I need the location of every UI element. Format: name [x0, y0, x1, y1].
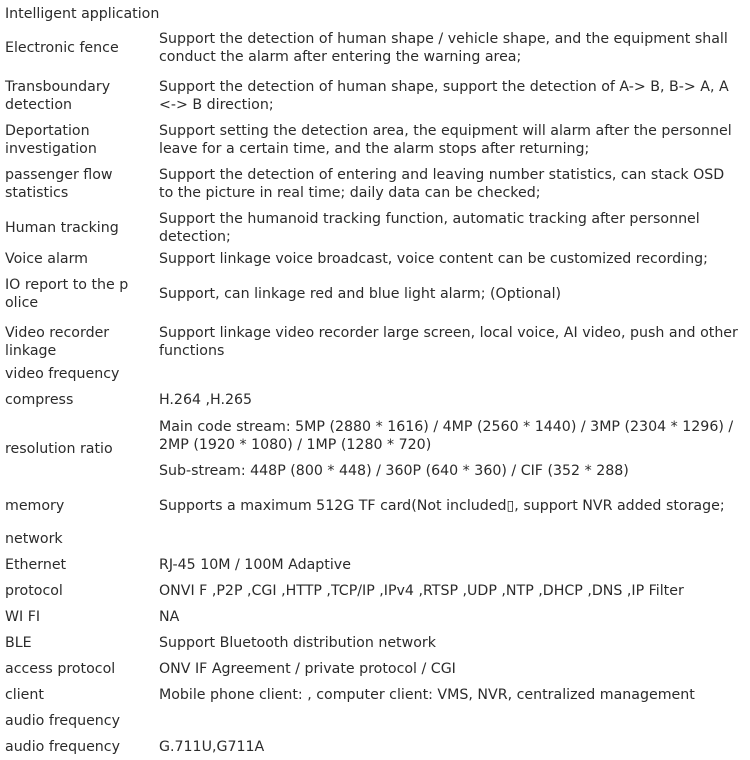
spec-row [0, 656, 750, 682]
spec-label: resolution ratio [5, 441, 113, 457]
spec-value-line: Mobile phone client: , computer client: VMS, NVR, centralized management [159, 687, 695, 703]
spec-value [159, 556, 750, 574]
spec-row [0, 484, 750, 528]
spec-value-line: Supports a maximum 512G TF card(Not included▯, support NVR added storage; [159, 498, 725, 514]
spec-value-line: ONV IF Agreement / private protocol / CGI [159, 661, 456, 677]
spec-label: audio frequency [5, 739, 120, 755]
spec-label: Video recorder linkage [5, 325, 110, 359]
spec-value-line: Support the humanoid tracking function, automatic tracking after personnel detection; [159, 211, 700, 245]
spec-label: Human tracking [5, 220, 119, 236]
spec-row [0, 30, 750, 65]
spec-row [0, 414, 750, 484]
spec-label: WI FI [5, 609, 41, 625]
spec-row [0, 387, 750, 413]
spec-value [159, 497, 750, 515]
spec-label: Electronic fence [5, 39, 119, 56]
spec-value [159, 166, 750, 202]
spec-value [159, 660, 750, 678]
spec-value [159, 324, 750, 360]
spec-row [0, 578, 750, 604]
spec-value-line: Support linkage video recorder large screen, local voice, AI video, push and other functions [159, 325, 738, 359]
section-title: Intelligent application [5, 6, 160, 22]
spec-value-line: Support, can linkage red and blue light alarm; (Optional) [159, 285, 562, 302]
spec-value [159, 285, 750, 303]
spec-label: BLE [5, 635, 32, 651]
spec-value-line: Support linkage voice broadcast, voice content can be customized recording; [159, 251, 708, 267]
section-header [0, 526, 750, 552]
spec-value-line: Main code stream: 5MP (2880 * 1616) / 4MP (2560 * 1440) / 3MP (2304 * 1296) / 2MP (1920 * 1080) / 1MP (1280 * 720) [159, 419, 734, 453]
spec-value [159, 418, 750, 480]
spec-value [159, 210, 750, 246]
spec-row [0, 118, 750, 162]
spec-label: Deportation investigation [5, 123, 97, 157]
spec-value [159, 634, 750, 652]
spec-label: client [5, 687, 44, 703]
spec-row [0, 276, 750, 311]
spec-value [159, 250, 750, 268]
spec-label: protocol [5, 583, 63, 599]
spec-row [0, 206, 750, 250]
spec-row [0, 682, 750, 708]
spec-value-line: G.711U,G711A [159, 739, 265, 755]
spec-value [159, 122, 750, 158]
spec-value-line: H.264 ,H.265 [159, 392, 253, 408]
spec-value [159, 582, 750, 600]
spec-value-line: Support the detection of human shape, support the detection of A-> B, B-> A, A <-> B direction; [159, 79, 729, 113]
spec-row [0, 162, 750, 206]
spec-value-line: Support setting the detection area, the equipment will alarm after the personnel leave for a certain time, and the alarm stops after returning; [159, 123, 732, 157]
spec-label: Ethernet [5, 557, 67, 573]
spec-value [159, 30, 750, 66]
spec-value-line: Support the detection of human shape / vehicle shape, and the equipment shall conduct the alarm after entering the warning area; [159, 30, 728, 65]
spec-value [159, 78, 750, 114]
section-header [0, 708, 750, 734]
spec-row [0, 74, 750, 118]
spec-value-line: Support the detection of entering and leaving number statistics, can stack OSD to the picture in real time; daily data can be checked; [159, 167, 725, 201]
spec-label: memory [5, 498, 65, 514]
spec-value [159, 738, 750, 756]
spec-row [0, 320, 750, 364]
spec-value-line: ONVI F ,P2P ,CGI ,HTTP ,TCP/IP ,IPv4 ,RTSP ,UDP ,NTP ,DHCP ,DNS ,IP Filter [159, 583, 684, 599]
spec-value [159, 608, 750, 626]
spec-label: passenger flow statistics [5, 167, 113, 201]
section-header [0, 361, 750, 387]
section-title: video frequency [5, 366, 120, 382]
spec-row [0, 604, 750, 630]
spec-value-line: NA [159, 609, 180, 625]
spec-value [159, 391, 750, 409]
section-header [0, 1, 750, 27]
spec-value-line: RJ-45 10M / 100M Adaptive [159, 557, 351, 573]
spec-label: access protocol [5, 661, 116, 677]
spec-row [0, 734, 750, 760]
spec-row [0, 552, 750, 578]
spec-value [159, 686, 750, 704]
section-title: network [5, 531, 63, 547]
section-title: audio frequency [5, 713, 120, 729]
spec-label: IO report to the p olice [5, 276, 129, 311]
spec-label: Voice alarm [5, 251, 88, 267]
spec-value-line: Sub-stream: 448P (800 * 448) / 360P (640 * 360) / CIF (352 * 288) [159, 463, 629, 479]
spec-label: Transboundary detection [5, 79, 111, 113]
spec-row [0, 630, 750, 656]
spec-row [0, 246, 750, 272]
spec-value-line: Support Bluetooth distribution network [159, 635, 436, 651]
spec-label: compress [5, 392, 74, 408]
